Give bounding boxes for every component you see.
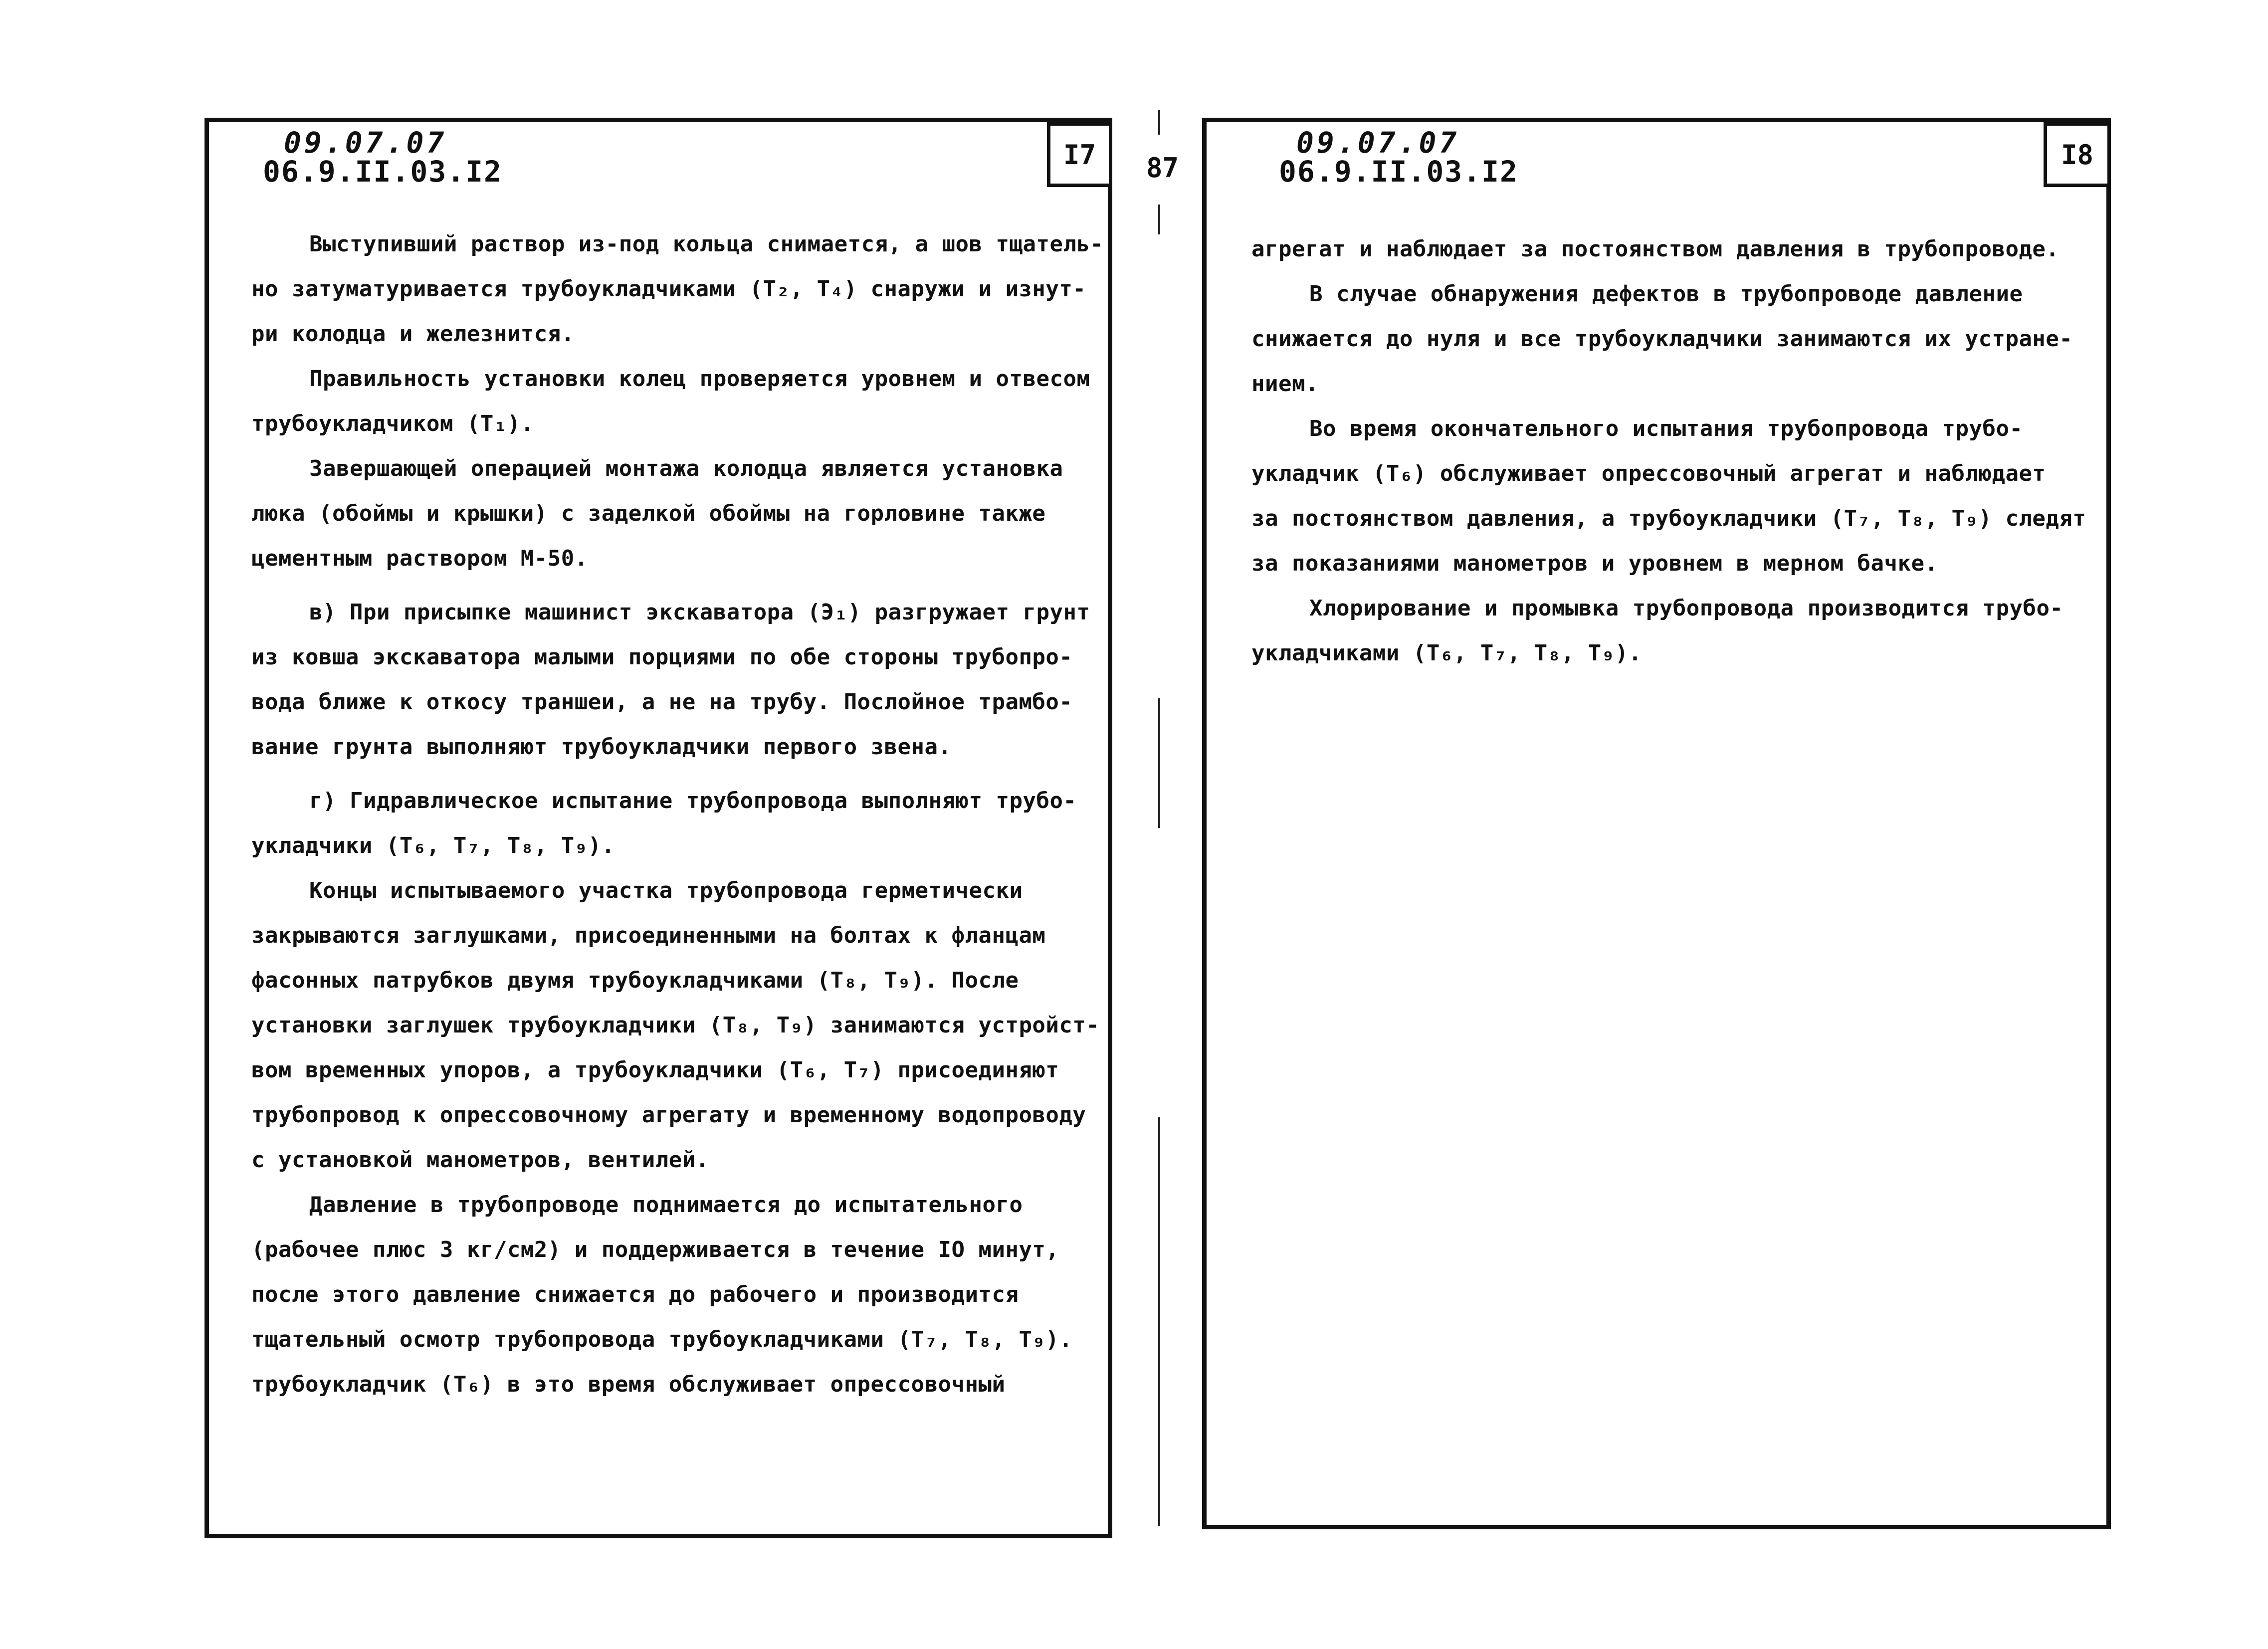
text-line: укладчики (Т₆, Т₇, Т₈, Т₉). [251, 833, 615, 858]
text-line: за показаниями манометров и уровнем в мерном бачке. [1251, 551, 1938, 576]
right-stamp-date: 09.07.07 [1296, 126, 1460, 160]
text-line: снижается до нуля и все трубоукладчики занимаются их устране- [1251, 326, 2073, 352]
gutter-divider [1158, 110, 1160, 135]
gutter-divider [1158, 698, 1160, 828]
text-line: Правильность установки колец проверяется уровнем и отвесом [309, 366, 1090, 392]
gutter-divider [1158, 205, 1160, 234]
text-line: укладчиками (Т₆, Т₇, Т₈, Т₉). [1251, 640, 1642, 666]
text-line: в) При присыпке машинист экскаватора (Э₁) разгружает грунт [309, 600, 1090, 625]
text-line: тщательный осмотр трубопровода трубоукладчиками (Т₇, Т₈, Т₉). [251, 1327, 1073, 1352]
text-line: агрегат и наблюдает за постоянством давления в трубопроводе. [1251, 236, 2060, 262]
text-line: вода ближе к откосу траншеи, а не на трубу. Послойное трамбо- [251, 689, 1073, 715]
left-page-number: I7 [1047, 122, 1112, 187]
text-line: Выступивший раствор из-под кольца снимается, а шов тщатель- [309, 231, 1104, 257]
text-line: фасонных патрубков двумя трубоукладчиками (Т₈, Т₉). После [251, 968, 1019, 993]
text-line: Хлорирование и промывка трубопровода производится трубо- [1309, 596, 2063, 621]
text-line: люка (обоймы и крышки) с заделкой обоймы на горловине также [251, 501, 1046, 526]
text-line: вом временных упоров, а трубоукладчики (Т₆, Т₇) присоединяют [251, 1057, 1059, 1083]
text-line: цементным раствором М-50. [251, 546, 588, 571]
text-line: (рабочее плюс 3 кг/см2) и поддерживается в течение IO минут, [251, 1237, 1059, 1262]
text-line: за постоянством давления, а трубоукладчики (Т₇, Т₈, Т₉) следят [1251, 506, 2086, 531]
gutter-divider [1158, 1117, 1160, 1526]
text-line: после этого давление снижается до рабочего и производится [251, 1282, 1019, 1307]
text-line: с установкой манометров, вентилей. [251, 1147, 709, 1173]
left-stamp-date: 09.07.07 [284, 126, 447, 160]
text-line: Давление в трубопроводе поднимается до испытательного [309, 1192, 1023, 1218]
text-line: В случае обнаружения дефектов в трубопроводе давление [1309, 281, 2023, 307]
right-page [1202, 118, 2111, 1529]
text-line: трубоукладчиком (Т₁). [251, 411, 534, 436]
text-line: ри колодца и железнится. [251, 321, 575, 347]
text-line: укладчик (Т₆) обслуживает опрессовочный агрегат и наблюдает [1251, 461, 2046, 486]
text-line: трубопровод к опрессовочному агрегату и временному водопроводу [251, 1102, 1086, 1128]
text-line: Завершающей операцией монтажа колодца является установка [309, 456, 1063, 481]
text-line: Концы испытываемого участка трубопровода герметически [309, 878, 1023, 903]
text-line: нием. [1251, 371, 1319, 397]
text-line: вание грунта выполняют трубоукладчики первого звена. [251, 734, 952, 760]
text-line: трубоукладчик (Т₆) в это время обслуживает опрессовочный [251, 1372, 1006, 1397]
left-body-text [251, 222, 1103, 1407]
right-body-text [1251, 227, 2086, 676]
text-line: г) Гидравлическое испытание трубопровода выполняют трубо- [309, 788, 1077, 814]
left-page [205, 118, 1112, 1538]
text-line: Во время окончательного испытания трубопровода трубо- [1309, 416, 2023, 441]
right-doc-code: 06.9.II.03.I2 [1279, 155, 1518, 189]
text-line: закрываются заглушками, присоединенными на болтах к фланцам [251, 923, 1046, 948]
text-line: установки заглушек трубоукладчики (Т₈, Т₉) занимаются устройст- [251, 1013, 1100, 1038]
right-page-number: I8 [2044, 122, 2111, 187]
text-line: но затуматуривается трубоукладчиками (Т₂, Т₄) снаружи и изнут- [251, 276, 1086, 302]
gutter-sheet-number: 87 [1146, 152, 1179, 184]
left-doc-code: 06.9.II.03.I2 [263, 155, 502, 189]
text-line: из ковша экскаватора малыми порциями по обе стороны трубопро- [251, 644, 1073, 670]
